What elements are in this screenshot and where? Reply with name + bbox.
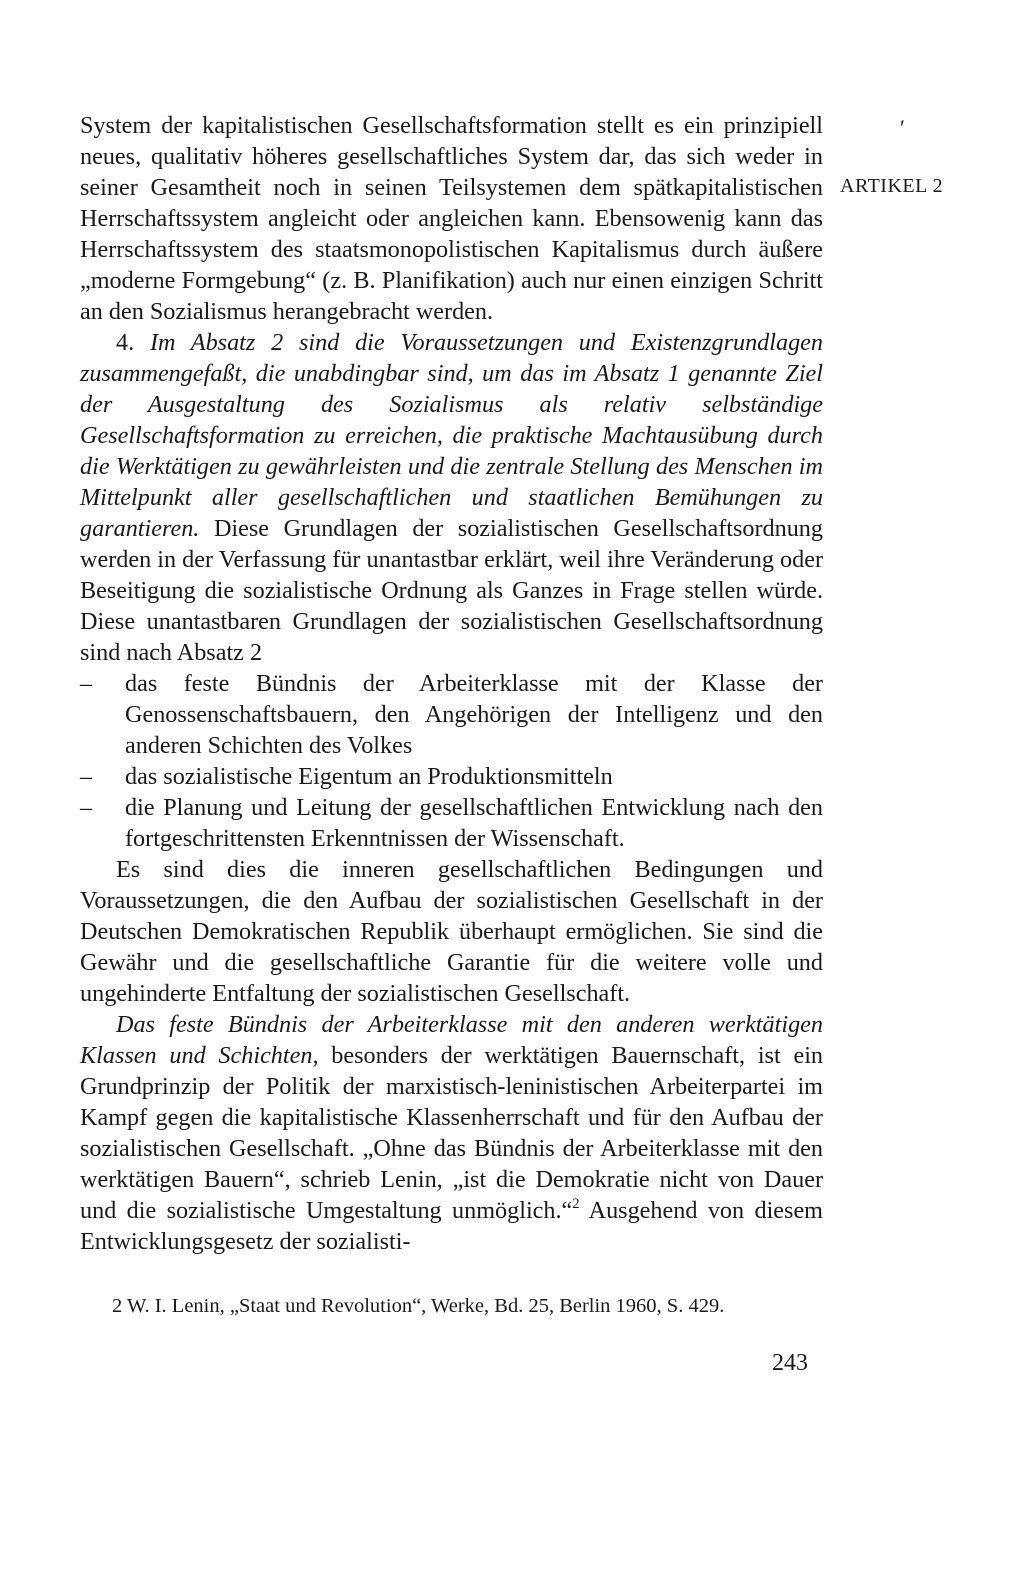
paragraph-4-italic: Das feste Bündnis der Arbeiterklasse mit den anderen werktätigen Klassen und Schichten,: [80, 1011, 823, 1069]
foundations-list: [80, 668, 823, 854]
paragraph-2: [80, 327, 823, 668]
paragraph-4-rest: besonders der werktätigen Bauernschaft, ist ein Grundprinzip der Politik der marxistisch-leninistischen Arbeiterpartei im Kampf gegen die kapitalistische Klassenherrschaft und für den Aufbau der sozialistischen Gesellschaft. „Ohne das Bündnis der Arbeiterklasse mit den werktätigen Bauern“, schrieb Lenin, „ist die Demokratie nicht von Dauer und die sozialistische Umgestaltung unmöglich.“: [80, 1042, 824, 1224]
page-number: 243: [772, 1350, 808, 1376]
footnote: 2 W. I. Lenin, „Staat und Revolution“, Werke, Bd. 25, Berlin 1960, S. 429.: [112, 1295, 725, 1317]
paragraph-number: 4.: [116, 329, 135, 356]
list-dash: –: [80, 763, 93, 790]
margin-article-label: ARTIKEL 2: [840, 175, 944, 197]
list-item: [80, 668, 823, 761]
paragraph-1: System der kapitalistischen Gesellschaftsformation stellt es ein prinzipiell neues, qualitativ höheres gesellschaftliches System dar, das sich weder in seiner Gesamtheit noch in seinen Teilsystemen dem spätkapitalistischen Herrschaftssystem angleicht oder angleichen kann. Ebensowenig kann das Herrschaftssystem des staatsmonopolistischen Kapitalismus durch äußere „moderne Formgebung“ (z. B. Planifikation) auch nur einen einzigen Schritt an den Sozialismus herangebracht werden.: [80, 112, 823, 325]
list-item: [80, 761, 823, 792]
main-text: [80, 110, 823, 1257]
paragraph-4: [80, 1009, 823, 1257]
list-item-text: das sozialistische Eigentum an Produktionsmitteln: [125, 763, 613, 790]
list-dash: –: [80, 794, 93, 821]
footnote-reference: 2: [572, 1195, 580, 1212]
list-item-text: das feste Bündnis der Arbeiterklasse mit der Klasse der Genossenschaftsbauern, den Angehörigen der Intelligenz und den anderen Schichten des Volkes: [125, 670, 823, 759]
paragraph-4-end: Ausgehend von diesem Entwicklungsgesetz der sozialisti-: [80, 1197, 823, 1255]
margin-mark: ′: [900, 115, 905, 140]
paragraph-2-italic: Im Absatz 2 sind die Voraussetzungen und Existenzgrundlagen zusammengefaßt, die unabdingbar sind, um das im Absatz 1 genannte Ziel der Ausgestaltung des Sozialismus als relativ selbständige Gesellschaftsformation zu erreichen, die praktische Machtausübung durch die Werktätigen zu gewährleisten und die zentrale Stellung des Menschen im Mittelpunkt aller gesellschaftlichen und staatlichen Bemühungen zu garantieren.: [80, 329, 824, 542]
list-item-text: die Planung und Leitung der gesellschaftlichen Entwicklung nach den fortgeschrittensten Erkenntnissen der Wissenschaft.: [125, 794, 823, 852]
paragraph-2-rest: Diese Grundlagen der sozialistischen Gesellschaftsordnung werden in der Verfassung für unantastbar erklärt, weil ihre Veränderung oder Beseitigung die sozialistische Ordnung als Ganzes in Frage stellen würde. Diese unantastbaren Grundlagen der sozialistischen Gesellschaftsordnung sind nach Absatz 2: [80, 515, 823, 666]
paragraph-3: Es sind dies die inneren gesellschaftlichen Bedingungen und Voraussetzungen, die den Aufbau der sozialistischen Gesellschaft in der Deutschen Demokratischen Republik überhaupt ermöglichen. Sie sind die Gewähr und die gesellschaftliche Garantie für die weitere volle und ungehinderte Entfaltung der sozialistischen Gesellschaft.: [80, 856, 823, 1007]
list-item: [80, 792, 823, 854]
list-dash: –: [80, 670, 93, 697]
